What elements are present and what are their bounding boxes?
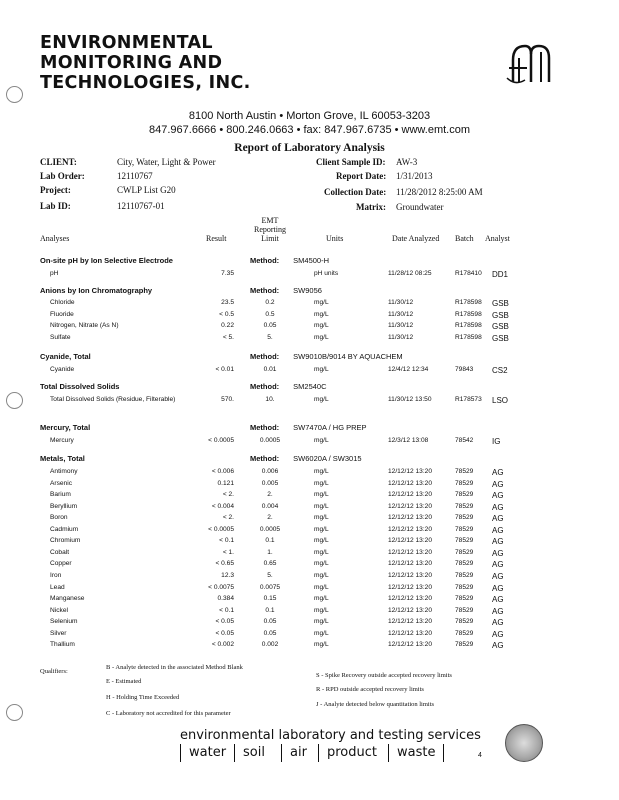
analyst-code: AG bbox=[492, 491, 504, 501]
punch-hole-icon bbox=[6, 86, 23, 103]
result-value: < 0.0005 bbox=[208, 437, 234, 444]
punch-hole-icon bbox=[6, 392, 23, 409]
result-value: < 0.0005 bbox=[208, 525, 234, 533]
result-value: < 0.004 bbox=[211, 502, 234, 510]
result-value: < 1. bbox=[222, 548, 234, 556]
analyte-name: Nitrogen, Nitrate (As N) bbox=[50, 322, 119, 329]
batch-id: 78529 bbox=[455, 618, 474, 626]
batch-id: 78529 bbox=[455, 595, 474, 603]
units-value: mg/L bbox=[314, 548, 329, 556]
reporting-limit: 0.2 bbox=[265, 299, 275, 306]
analyte-name: Arsenic bbox=[50, 479, 72, 487]
reporting-limit: 5. bbox=[267, 333, 273, 341]
batch-id: R178598 bbox=[455, 310, 482, 318]
reporting-limit: 5. bbox=[267, 571, 273, 579]
batch-id: R178598 bbox=[455, 299, 482, 306]
units-value: mg/L bbox=[314, 322, 329, 329]
result-value: < 0.006 bbox=[211, 468, 234, 475]
analyst-code: GSB bbox=[492, 333, 509, 343]
date-analyzed: 12/12/12 13:20 bbox=[388, 641, 432, 649]
batch-id: 78529 bbox=[455, 583, 474, 591]
qualifier-item: R - RPD outside accepted recovery limits bbox=[316, 686, 424, 693]
units-value: mg/L bbox=[314, 396, 329, 403]
section-method: Method: SW9010B/9014 BY AQUACHEM bbox=[250, 352, 403, 361]
qualifier-item: H - Holding Time Exceeded bbox=[106, 694, 180, 701]
section-title: Total Dissolved Solids bbox=[40, 382, 120, 391]
analyst-code: AG bbox=[492, 618, 504, 628]
company-name-line-2: MONITORING AND bbox=[40, 53, 223, 73]
batch-id: 78529 bbox=[455, 606, 474, 614]
qualifiers-label: Qualifiers: bbox=[40, 668, 68, 675]
batch-id: 78529 bbox=[455, 514, 474, 522]
batch-id: 78529 bbox=[455, 629, 474, 637]
units-value: mg/L bbox=[314, 333, 329, 341]
col-header-analyst: Analyst bbox=[485, 234, 510, 243]
analyst-code: AG bbox=[492, 548, 504, 558]
company-name bbox=[40, 33, 251, 93]
qualifier-item: E - Estimated bbox=[106, 678, 142, 685]
collection-date-label: Collection Date: bbox=[324, 187, 387, 197]
date-analyzed: 12/12/12 13:20 bbox=[388, 595, 432, 603]
col-header-limit: EMT Reporting Limit bbox=[254, 216, 286, 243]
analyte-name: Nickel bbox=[50, 606, 68, 614]
analyst-code: AG bbox=[492, 560, 504, 570]
analyte-name: Fluoride bbox=[50, 310, 74, 318]
result-value: < 0.05 bbox=[215, 629, 234, 637]
date-analyzed: 11/30/12 bbox=[388, 310, 414, 318]
col-header-date: Date Analyzed bbox=[392, 234, 440, 243]
result-value: < 0.01 bbox=[215, 366, 234, 373]
col-header-result: Result bbox=[206, 234, 227, 243]
analyst-code: AG bbox=[492, 502, 504, 512]
units-value: mg/L bbox=[314, 629, 329, 637]
date-analyzed: 12/12/12 13:20 bbox=[388, 502, 432, 510]
reporting-limit: 0.05 bbox=[263, 618, 277, 626]
section-method: Method: SW6020A / SW3015 bbox=[250, 454, 362, 463]
analyst-code: GSB bbox=[492, 299, 509, 308]
analyst-code: DD1 bbox=[492, 270, 509, 279]
reporting-limit: 0.0075 bbox=[259, 583, 281, 591]
company-contact: 847.967.6666 • 800.246.0663 • fax: 847.967.6735 • www.emt.com bbox=[149, 124, 470, 136]
report-title: Report of Laboratory Analysis bbox=[234, 142, 385, 154]
result-value: < 5. bbox=[222, 333, 234, 341]
analyst-code: AG bbox=[492, 479, 504, 489]
date-analyzed: 11/30/12 13:50 bbox=[388, 396, 432, 403]
qualifier-item: B - Analyte detected in the associated Method Blank bbox=[106, 664, 243, 671]
result-value: < 0.5 bbox=[219, 310, 234, 318]
footer-item-air: air bbox=[281, 744, 318, 762]
qualifier-item: J - Analyte detected below quantitation limits bbox=[316, 701, 435, 708]
batch-id: 78529 bbox=[455, 571, 474, 579]
units-value: pH units bbox=[314, 270, 339, 277]
date-analyzed: 12/12/12 13:20 bbox=[388, 560, 432, 568]
batch-id: 78529 bbox=[455, 525, 474, 533]
result-value: < 2. bbox=[222, 514, 234, 522]
date-analyzed: 12/3/12 13:08 bbox=[388, 437, 429, 444]
reporting-limit: 0.006 bbox=[261, 468, 279, 475]
punch-hole-icon bbox=[6, 704, 23, 721]
reporting-limit: 0.01 bbox=[263, 366, 277, 373]
date-analyzed: 12/12/12 13:20 bbox=[388, 583, 432, 591]
result-value: < 0.002 bbox=[211, 641, 234, 649]
date-analyzed: 11/28/12 08:25 bbox=[388, 270, 432, 277]
reporting-limit: 0.15 bbox=[263, 595, 277, 603]
units-value: mg/L bbox=[314, 491, 329, 499]
project-value: CWLP List G20 bbox=[117, 185, 176, 195]
date-analyzed: 11/30/12 bbox=[388, 333, 414, 341]
batch-id: R178573 bbox=[455, 396, 482, 403]
analyte-name: Cadmium bbox=[50, 525, 79, 533]
units-value: mg/L bbox=[314, 299, 329, 306]
sample-id-value: AW-3 bbox=[396, 157, 418, 167]
section-method: Method: SW9056 bbox=[250, 286, 322, 295]
collection-date-value: 11/28/2012 8:25:00 AM bbox=[396, 187, 483, 197]
lab-id-label: Lab ID: bbox=[40, 201, 71, 211]
report-date-value: 1/31/2013 bbox=[396, 171, 433, 181]
date-analyzed: 12/12/12 13:20 bbox=[388, 479, 432, 487]
date-analyzed: 11/30/12 bbox=[388, 322, 414, 329]
batch-id: 78529 bbox=[455, 479, 474, 487]
analyst-code: LSO bbox=[492, 396, 509, 405]
units-value: mg/L bbox=[314, 606, 329, 614]
units-value: mg/L bbox=[314, 525, 329, 533]
analyst-code: IG bbox=[492, 437, 501, 446]
accreditation-seal-icon bbox=[505, 724, 543, 762]
analyte-name: Cyanide bbox=[50, 366, 75, 373]
analyst-code: AG bbox=[492, 595, 504, 605]
reporting-limit: 1. bbox=[267, 548, 273, 556]
result-value: < 0.1 bbox=[219, 606, 234, 614]
units-value: mg/L bbox=[314, 571, 329, 579]
lab-id-value: 12110767-01 bbox=[117, 201, 165, 211]
section-method: Method: SW7470A / HG PREP bbox=[250, 423, 367, 432]
footer-item-product: product bbox=[318, 744, 385, 762]
date-analyzed: 12/4/12 12:34 bbox=[388, 366, 429, 373]
batch-id: 78529 bbox=[455, 468, 474, 475]
units-value: mg/L bbox=[314, 479, 329, 487]
analyst-code: AG bbox=[492, 537, 504, 547]
reporting-limit: 2. bbox=[267, 491, 273, 499]
batch-id: R178598 bbox=[455, 333, 482, 341]
section-title: Metals, Total bbox=[40, 454, 85, 463]
date-analyzed: 12/12/12 13:20 bbox=[388, 491, 432, 499]
analyte-name: Thallium bbox=[50, 641, 75, 649]
analyst-code: GSB bbox=[492, 310, 509, 320]
reporting-limit: 0.05 bbox=[263, 322, 277, 329]
analyst-code: AG bbox=[492, 641, 504, 651]
result-value: 570. bbox=[221, 396, 234, 403]
reporting-limit: 0.5 bbox=[265, 310, 275, 318]
footer-tagline: environmental laboratory and testing services bbox=[180, 728, 481, 743]
analyte-name: Silver bbox=[50, 629, 67, 637]
section-title: Mercury, Total bbox=[40, 423, 91, 432]
batch-id: 78529 bbox=[455, 502, 474, 510]
reporting-limit: 2. bbox=[267, 514, 273, 522]
units-value: mg/L bbox=[314, 537, 329, 545]
units-value: mg/L bbox=[314, 560, 329, 568]
date-analyzed: 12/12/12 13:20 bbox=[388, 548, 432, 556]
date-analyzed: 12/12/12 13:20 bbox=[388, 468, 432, 475]
reporting-limit: 0.1 bbox=[265, 537, 275, 545]
units-value: mg/L bbox=[314, 641, 329, 649]
analyst-code: AG bbox=[492, 514, 504, 524]
analyte-name: Beryllium bbox=[50, 502, 78, 510]
date-analyzed: 12/12/12 13:20 bbox=[388, 514, 432, 522]
analyst-code: AG bbox=[492, 571, 504, 581]
units-value: mg/L bbox=[314, 514, 329, 522]
date-analyzed: 12/12/12 13:20 bbox=[388, 525, 432, 533]
batch-id: 78529 bbox=[455, 491, 474, 499]
date-analyzed: 11/30/12 bbox=[388, 299, 414, 306]
section-title: On-site pH by Ion Selective Electrode bbox=[40, 256, 173, 265]
analyte-name: Chloride bbox=[50, 299, 75, 306]
analyte-name: Total Dissolved Solids (Residue, Filterable) bbox=[50, 396, 176, 403]
analyst-code: AG bbox=[492, 525, 504, 535]
batch-id: 78542 bbox=[455, 437, 474, 444]
project-label: Project: bbox=[40, 185, 71, 195]
units-value: mg/L bbox=[314, 437, 329, 444]
analyst-code: AG bbox=[492, 606, 504, 616]
units-value: mg/L bbox=[314, 595, 329, 603]
reporting-limit: 0.002 bbox=[261, 641, 279, 649]
emt-logo-icon bbox=[505, 38, 557, 86]
report-date-label: Report Date: bbox=[336, 171, 387, 181]
client-label: CLIENT: bbox=[40, 157, 77, 167]
qualifier-item: S - Spike Recovery outside accepted recovery limits bbox=[316, 672, 452, 679]
footer-item-soil: soil bbox=[234, 744, 281, 762]
reporting-limit: 0.1 bbox=[265, 606, 275, 614]
footer-item-waste: waste bbox=[388, 744, 445, 762]
analyte-name: Boron bbox=[50, 514, 68, 522]
result-value: < 0.0075 bbox=[208, 583, 234, 591]
matrix-value: Groundwater bbox=[396, 202, 444, 212]
col-header-units: Units bbox=[326, 234, 344, 243]
units-value: mg/L bbox=[314, 366, 329, 373]
date-analyzed: 12/12/12 13:20 bbox=[388, 606, 432, 614]
batch-id: 78529 bbox=[455, 548, 474, 556]
units-value: mg/L bbox=[314, 468, 329, 475]
analyst-code: AG bbox=[492, 468, 504, 477]
analyst-code: GSB bbox=[492, 322, 509, 331]
result-value: 23.5 bbox=[221, 299, 234, 306]
result-value: 0.384 bbox=[217, 595, 234, 603]
analyte-name: Iron bbox=[50, 571, 62, 579]
batch-id: 78529 bbox=[455, 560, 474, 568]
batch-id: R178410 bbox=[455, 270, 482, 277]
units-value: mg/L bbox=[314, 618, 329, 626]
analyte-name: Mercury bbox=[50, 437, 74, 444]
col-header-batch: Batch bbox=[455, 234, 474, 243]
date-analyzed: 12/12/12 13:20 bbox=[388, 571, 432, 579]
reporting-limit: 10. bbox=[265, 396, 275, 403]
result-value: 12.3 bbox=[221, 571, 234, 579]
batch-id: 79843 bbox=[455, 366, 474, 373]
lab-order-value: 12110767 bbox=[117, 171, 153, 181]
date-analyzed: 12/12/12 13:20 bbox=[388, 537, 432, 545]
analyte-name: Barium bbox=[50, 491, 71, 499]
units-value: mg/L bbox=[314, 502, 329, 510]
footer-divider bbox=[443, 744, 444, 762]
result-value: 0.121 bbox=[217, 479, 234, 487]
section-method: Method: SM4500-H bbox=[250, 256, 330, 265]
section-method: Method: SM2540C bbox=[250, 382, 327, 391]
company-logo bbox=[505, 38, 557, 86]
qualifier-item: C - Laboratory not accredited for this parameter bbox=[106, 710, 231, 717]
lab-order-label: Lab Order: bbox=[40, 171, 85, 181]
result-value: 7.35 bbox=[221, 270, 234, 277]
batch-id: R178598 bbox=[455, 322, 482, 329]
batch-id: 78529 bbox=[455, 641, 474, 649]
company-name-line-1: ENVIRONMENTAL bbox=[40, 33, 213, 53]
reporting-limit: 0.0005 bbox=[259, 437, 281, 444]
analyte-name: Chromium bbox=[50, 537, 81, 545]
analyte-name: Manganese bbox=[50, 595, 85, 603]
analyte-name: Copper bbox=[50, 560, 72, 568]
company-name-line-3: TECHNOLOGIES, INC. bbox=[40, 73, 251, 93]
date-analyzed: 12/12/12 13:20 bbox=[388, 618, 432, 626]
col-header-analyses: Analyses bbox=[40, 234, 70, 243]
analyte-name: pH bbox=[50, 270, 59, 277]
section-title: Cyanide, Total bbox=[40, 352, 91, 361]
reporting-limit: 0.005 bbox=[261, 479, 279, 487]
analyte-name: Cobalt bbox=[50, 548, 70, 556]
analyte-name: Antimony bbox=[50, 468, 78, 475]
analyte-name: Selenium bbox=[50, 618, 78, 626]
reporting-limit: 0.05 bbox=[263, 629, 277, 637]
sample-id-label: Client Sample ID: bbox=[316, 157, 386, 167]
result-value: < 0.1 bbox=[219, 537, 234, 545]
analyst-code: AG bbox=[492, 583, 504, 593]
units-value: mg/L bbox=[314, 583, 329, 591]
units-value: mg/L bbox=[314, 310, 329, 318]
client-value: City, Water, Light & Power bbox=[117, 157, 216, 167]
reporting-limit: 0.65 bbox=[263, 560, 277, 568]
footer-item-water: water bbox=[180, 744, 235, 762]
result-value: < 0.05 bbox=[215, 618, 234, 626]
page-number: 4 bbox=[478, 752, 482, 759]
reporting-limit: 0.0005 bbox=[259, 525, 281, 533]
batch-id: 78529 bbox=[455, 537, 474, 545]
analyte-name: Sulfate bbox=[50, 333, 71, 341]
date-analyzed: 12/12/12 13:20 bbox=[388, 629, 432, 637]
result-value: < 2. bbox=[222, 491, 234, 499]
analyst-code: CS2 bbox=[492, 366, 508, 375]
analyte-name: Lead bbox=[50, 583, 65, 591]
reporting-limit: 0.004 bbox=[261, 502, 279, 510]
result-value: 0.22 bbox=[221, 322, 234, 329]
analyst-code: AG bbox=[492, 629, 504, 639]
result-value: < 0.65 bbox=[215, 560, 234, 568]
company-address: 8100 North Austin • Morton Grove, IL 60053-3203 bbox=[188, 110, 431, 122]
matrix-label: Matrix: bbox=[356, 202, 386, 212]
section-title: Anions by Ion Chromatography bbox=[40, 286, 153, 295]
